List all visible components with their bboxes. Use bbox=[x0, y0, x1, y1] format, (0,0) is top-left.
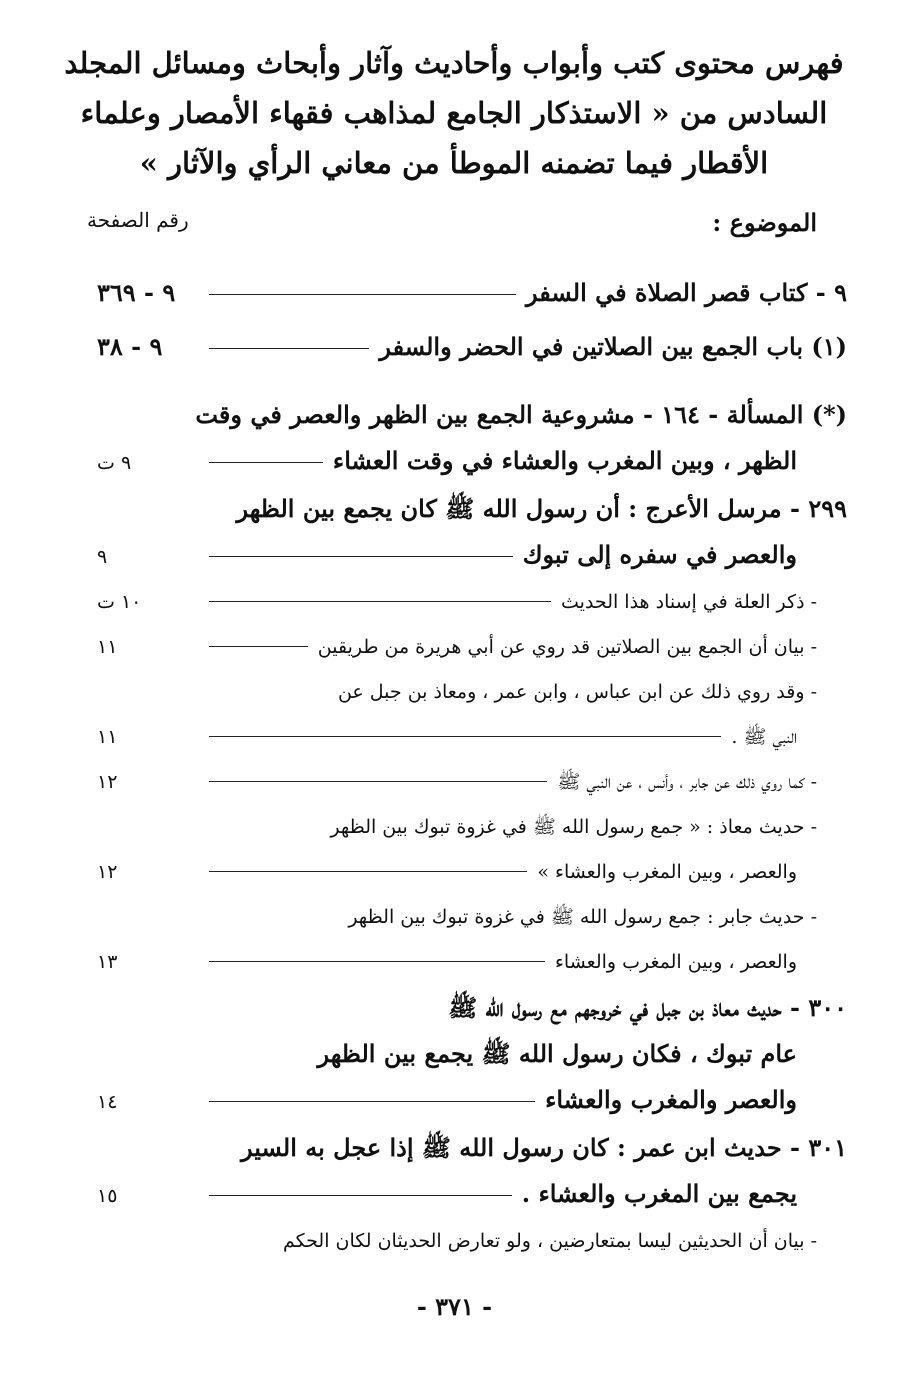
entry-last-line bbox=[97, 1077, 847, 1125]
entry-last-line bbox=[97, 850, 847, 895]
index-entry-sub bbox=[97, 580, 847, 625]
entry-page-number: ١١ bbox=[97, 726, 118, 748]
entry-text: - بيان أن الجمع بين الصلاتين قد روي عن أبي هريرة من طريقين bbox=[317, 636, 817, 658]
index-entry-sub bbox=[97, 625, 847, 670]
dotted-leader bbox=[209, 601, 551, 602]
page-number-column-header: رقم الصفحة bbox=[87, 208, 189, 232]
entry-last-line bbox=[97, 532, 847, 580]
entry-page-number: ١١ bbox=[97, 636, 118, 658]
entry-text: - كما روي ذلك عن جابر ، وأنس ، عن النبي ﷺ bbox=[557, 771, 817, 793]
entry-text-line-2: يجمع بين المغرب والعشاء . bbox=[521, 1179, 797, 1208]
entry-page-number: ١٢ bbox=[97, 771, 118, 793]
topic-column-header: الموضوع : bbox=[712, 208, 817, 237]
entry-text: (١) باب الجمع بين الصلاتين في الحضر والسفر bbox=[379, 332, 847, 361]
entry-page-number: ٩ - ٣٦٩ bbox=[97, 278, 176, 307]
entry-text-line-3: والعصر والمغرب والعشاء bbox=[545, 1085, 797, 1114]
index-entry-sub-multiline bbox=[97, 805, 847, 895]
entry-text-line-2: عام تبوك ، فكان رسول الله ﷺ يجمع بين الظهر bbox=[317, 1039, 797, 1068]
entry-page-number: ٩ bbox=[97, 546, 108, 568]
entry-page-number: ١٢ bbox=[97, 861, 118, 883]
title-line-3: الأقطار فيما تضمنه الموطأ من معاني الرأي والآثار » bbox=[139, 146, 769, 180]
title-line-2: السادس من « الاستذكار الجامع لمذاهب فقهاء الأمصار وعلماء bbox=[80, 96, 828, 130]
entry-text-line-2: والعصر ، وبين المغرب والعشاء bbox=[555, 951, 797, 973]
entry-text-line-2: والعصر في سفره إلى تبوك bbox=[522, 540, 797, 569]
entry-text-line-1: - حديث جابر : جمع رسول الله ﷺ في غزوة تبوك بين الظهر bbox=[348, 906, 817, 928]
dotted-leader bbox=[209, 556, 513, 557]
dotted-leader bbox=[209, 781, 547, 782]
index-entry-issue-164 bbox=[97, 392, 847, 486]
column-headers bbox=[87, 208, 817, 248]
index-entry-sub-multiline bbox=[97, 670, 847, 760]
index-entry-book bbox=[97, 270, 847, 316]
index-entry-hadith-300 bbox=[97, 985, 847, 1125]
entry-last-line bbox=[97, 1171, 847, 1219]
index-entry-sub bbox=[97, 760, 847, 805]
dotted-leader bbox=[209, 871, 527, 872]
dotted-leader bbox=[209, 646, 308, 647]
index-entry-chapter bbox=[97, 324, 847, 370]
entry-text-line-1: - حديث معاذ : « جمع رسول الله ﷺ في غزوة تبوك بين الظهر bbox=[330, 816, 817, 838]
dotted-leader bbox=[209, 1195, 512, 1196]
page-title bbox=[59, 38, 849, 188]
entry-text-line-1: ٣٠١ - حديث ابن عمر : كان رسول الله ﷺ إذا عجل به السير bbox=[241, 1133, 847, 1162]
dotted-leader bbox=[209, 294, 516, 295]
dotted-leader bbox=[209, 961, 545, 962]
entry-page-number: ٩ ت bbox=[97, 452, 132, 474]
entry-last-line bbox=[97, 715, 847, 760]
dotted-leader bbox=[209, 462, 323, 463]
entry-text: - ذكر العلة في إسناد هذا الحديث bbox=[561, 591, 817, 613]
dotted-leader bbox=[209, 736, 721, 737]
title-line-1: فهرس محتوى كتب وأبواب وأحاديث وآثار وأبحاث ومسائل المجلد bbox=[64, 46, 844, 80]
dotted-leader bbox=[209, 348, 369, 349]
entry-last-line bbox=[97, 438, 847, 486]
entry-page-number: ١٠ ت bbox=[97, 591, 142, 613]
entry-last-line bbox=[97, 940, 847, 985]
entry-text: ٩ - كتاب قصر الصلاة في السفر bbox=[525, 278, 847, 307]
entry-page-number: ٩ - ٣٨ bbox=[97, 332, 163, 361]
entry-text-line-1: (*) المسألة - ١٦٤ - مشروعية الجمع بين الظهر والعصر في وقت bbox=[195, 400, 847, 429]
entry-text-line-1: ٣٠٠ - حديث معاذ بن جبل في خروجهم مع رسول الله ﷺ bbox=[448, 993, 847, 1022]
entry-text-line-2: النبي ﷺ . bbox=[731, 726, 797, 748]
entry-page-number: ١٥ bbox=[97, 1185, 118, 1207]
index-entry-hadith-299 bbox=[97, 486, 847, 580]
entry-text-line-2: الظهر ، وبين المغرب والعشاء في وقت العشاء bbox=[332, 446, 797, 475]
entry-text-line-1: ٢٩٩ - مرسل الأعرج : أن رسول الله ﷺ كان يجمع بين الظهر bbox=[236, 494, 847, 523]
page-number-footer: - ٣٧١ - bbox=[416, 1292, 493, 1321]
index-entries bbox=[97, 270, 847, 1264]
index-entry-sub-continued: - بيان أن الحديثين ليسا بمتعارضين ، ولو تعارض الحديثان لكان الحكم bbox=[283, 1230, 817, 1252]
index-entry-hadith-301 bbox=[97, 1125, 847, 1219]
entry-text-line-1: - وقد روي ذلك عن ابن عباس ، وابن عمر ، ومعاذ بن جبل عن bbox=[337, 681, 817, 703]
entry-page-number: ١٤ bbox=[97, 1091, 118, 1113]
entry-text-line-2: والعصر ، وبين المغرب والعشاء » bbox=[537, 861, 797, 883]
entry-page-number: ١٣ bbox=[97, 951, 118, 973]
index-entry-sub-multiline bbox=[97, 895, 847, 985]
dotted-leader bbox=[209, 1101, 535, 1102]
